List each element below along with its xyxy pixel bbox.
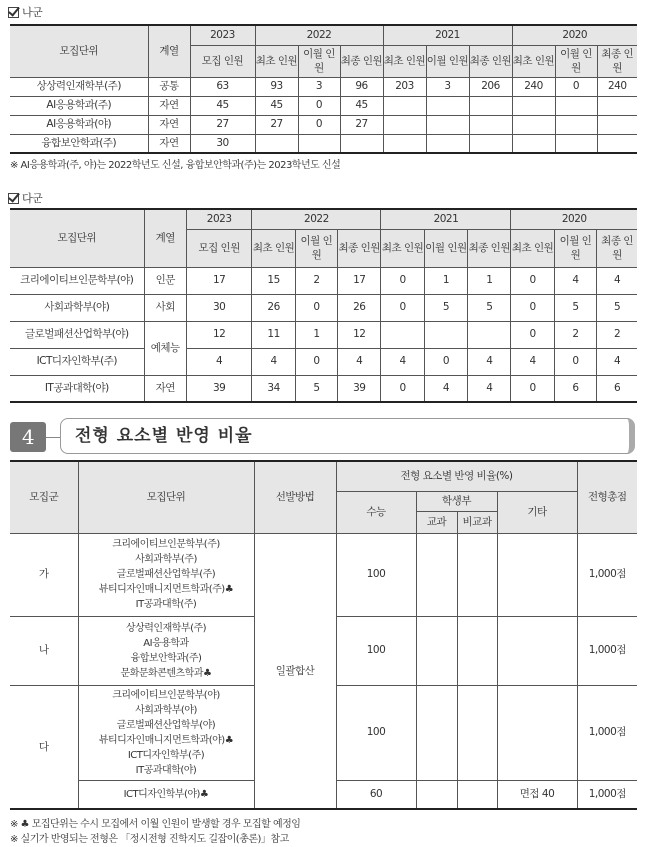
value-cell: 5 <box>424 294 467 321</box>
value-cell: 2 <box>554 321 596 348</box>
table-row <box>10 96 637 115</box>
checkbox-icon <box>8 193 19 204</box>
table-row <box>10 115 637 134</box>
header-csat: 수능 <box>336 491 416 533</box>
unit-cell: AI응용학과(주) <box>10 96 148 115</box>
value-cell: 0 <box>298 115 340 134</box>
header-year: 2023 <box>190 25 255 45</box>
value-cell: 0 <box>511 321 554 348</box>
value-cell: 2 <box>295 267 337 294</box>
table-row <box>10 267 637 294</box>
value-cell <box>383 134 426 153</box>
etc-cell <box>497 685 577 780</box>
etc-cell <box>497 616 577 685</box>
value-cell: 39 <box>186 375 252 402</box>
field-cell: 자연 <box>148 96 190 115</box>
section-na-title <box>8 4 42 20</box>
value-cell: 206 <box>469 77 512 96</box>
value-cell: 0 <box>381 375 424 402</box>
header-year: 2021 <box>383 25 512 45</box>
value-cell <box>512 96 555 115</box>
header-unit: 모집단위 <box>10 25 148 77</box>
value-cell: 1 <box>295 321 337 348</box>
unit-name: 사회과학부(주) <box>135 554 197 565</box>
header-unit: 모집단위 <box>10 209 144 267</box>
value-cell: 4 <box>252 348 295 375</box>
unit-name: 상상력인재학부(주) <box>125 622 207 634</box>
value-cell: 5 <box>295 375 337 402</box>
footnote-1: ※ ♣ 모집단위는 수시 모집에서 이월 인원이 발생할 경우 모집할 예정임 <box>10 819 301 830</box>
value-cell: 0 <box>424 348 467 375</box>
value-cell <box>381 321 424 348</box>
group-cell: 가 <box>10 533 78 616</box>
value-cell: 12 <box>338 321 381 348</box>
subject-cell <box>416 685 457 780</box>
value-cell: 45 <box>340 96 383 115</box>
header-unit: 모집단위 <box>78 461 254 533</box>
value-cell <box>597 134 637 153</box>
value-cell <box>255 134 298 153</box>
value-cell: 4 <box>468 348 511 375</box>
unit-cell: AI응용학과(야) <box>10 115 148 134</box>
unit-name: 글로벌패션산업학부(야) <box>116 719 216 731</box>
divider <box>46 437 60 438</box>
header-sub2023: 모집 인원 <box>190 45 255 77</box>
value-cell <box>468 321 511 348</box>
header-total: 전형총점 <box>577 461 637 533</box>
value-cell <box>426 96 469 115</box>
value-cell: 203 <box>383 77 426 96</box>
header-carry: 이월 인원 <box>426 45 469 77</box>
value-cell: 96 <box>340 77 383 96</box>
unit-cell: 상상력인재학부(주) <box>10 77 148 96</box>
value-cell <box>555 96 597 115</box>
header-field: 계열 <box>148 25 190 77</box>
nonsubject-cell <box>457 685 497 780</box>
unit-cell: 융합보안학과(주) <box>10 134 148 153</box>
value-cell <box>426 134 469 153</box>
header-subject: 교과 <box>416 511 457 533</box>
header-first: 최초 인원 <box>512 45 555 77</box>
value-cell: 0 <box>511 267 554 294</box>
value-cell: 0 <box>554 348 596 375</box>
value-cell <box>512 134 555 153</box>
unit-cell: 사회과학부(야) <box>10 294 144 321</box>
value-cell: 0 <box>381 294 424 321</box>
value-cell: 0 <box>295 294 337 321</box>
value-cell: 26 <box>338 294 381 321</box>
unit-cell: 크리에이티브인문학부(야) <box>10 267 144 294</box>
unit-name: 뷰티디자인매니지먼트학과(야)♣ <box>98 734 234 746</box>
value-cell <box>298 134 340 153</box>
total-cell: 1,000점 <box>577 533 637 616</box>
table-row <box>10 294 637 321</box>
header-first: 최초 인원 <box>255 45 298 77</box>
value-cell: 5 <box>597 294 637 321</box>
table-row <box>10 533 637 616</box>
field-cell: 인문 <box>144 267 186 294</box>
value-cell: 12 <box>186 321 252 348</box>
unit-list-cell <box>78 780 254 809</box>
header-year: 2022 <box>252 209 381 229</box>
unit-name: 사회과학부(야) <box>135 704 197 716</box>
value-cell: 11 <box>252 321 295 348</box>
header-carry: 이월 인원 <box>424 229 467 267</box>
value-cell <box>469 96 512 115</box>
unit-name: ICT디자인학부(야)♣ <box>123 788 209 800</box>
unit-list-cell <box>78 616 254 685</box>
unit-cell: ICT디자인학부(주) <box>10 348 144 375</box>
total-cell: 1,000점 <box>577 616 637 685</box>
value-cell <box>426 115 469 134</box>
value-cell: 0 <box>295 348 337 375</box>
etc-cell <box>497 533 577 616</box>
header-first: 최초 인원 <box>381 229 424 267</box>
value-cell: 4 <box>338 348 381 375</box>
value-cell: 0 <box>511 375 554 402</box>
total-cell: 1,000점 <box>577 685 637 780</box>
group-cell: 다 <box>10 685 78 809</box>
value-cell: 30 <box>190 134 255 153</box>
value-cell <box>383 115 426 134</box>
unit-cell: IT공과대학(야) <box>10 375 144 402</box>
value-cell: 2 <box>597 321 637 348</box>
nonsubject-cell <box>457 616 497 685</box>
csat-cell: 60 <box>336 780 416 809</box>
section-da-title <box>8 190 42 206</box>
table-row <box>10 348 637 375</box>
header-year: 2021 <box>381 209 511 229</box>
value-cell: 4 <box>554 267 596 294</box>
da-table <box>10 208 637 403</box>
value-cell: 1 <box>424 267 467 294</box>
header-final: 최종 인원 <box>469 45 512 77</box>
checkbox-icon <box>8 7 19 18</box>
header-method: 선발방법 <box>254 461 336 533</box>
value-cell: 39 <box>338 375 381 402</box>
value-cell: 5 <box>554 294 596 321</box>
value-cell: 5 <box>468 294 511 321</box>
value-cell: 4 <box>468 375 511 402</box>
value-cell <box>469 134 512 153</box>
header-group: 모집군 <box>10 461 78 533</box>
field-cell: 자연 <box>148 134 190 153</box>
na-table <box>10 24 637 154</box>
unit-name: AI응용학과 <box>143 637 189 649</box>
unit-list-cell <box>78 685 254 780</box>
table-row <box>10 134 637 153</box>
header-first: 최초 인원 <box>383 45 426 77</box>
value-cell: 4 <box>186 348 252 375</box>
value-cell <box>340 134 383 153</box>
value-cell <box>469 115 512 134</box>
value-cell: 30 <box>186 294 252 321</box>
header-year: 2022 <box>255 25 383 45</box>
csat-cell: 100 <box>336 616 416 685</box>
value-cell: 0 <box>381 267 424 294</box>
value-cell: 240 <box>597 77 637 96</box>
unit-name: 뷰티디자인매니지먼트학과(주)♣ <box>98 584 234 595</box>
unit-name: 크리에이티브인문학부(야) <box>112 689 220 701</box>
unit-name: 융합보안학과(주) <box>130 652 202 664</box>
field-cell: 공통 <box>148 77 190 96</box>
header-year: 2020 <box>511 209 637 229</box>
header-year: 2020 <box>512 25 637 45</box>
unit-list-cell <box>78 533 254 616</box>
value-cell: 0 <box>555 77 597 96</box>
value-cell: 3 <box>426 77 469 96</box>
field-cell: 자연 <box>144 375 186 402</box>
value-cell <box>597 115 637 134</box>
method-cell: 일괄합산 <box>254 533 336 809</box>
value-cell: 26 <box>252 294 295 321</box>
header-first: 최초 인원 <box>511 229 554 267</box>
unit-name: IT공과대학(야) <box>135 764 197 776</box>
value-cell: 6 <box>597 375 637 402</box>
header-etc: 기타 <box>497 491 577 533</box>
value-cell <box>383 96 426 115</box>
section-label: 다군 <box>22 192 43 205</box>
value-cell: 0 <box>298 96 340 115</box>
header-final: 최종 인원 <box>597 229 637 267</box>
section-number: 4 <box>10 422 46 452</box>
value-cell: 6 <box>554 375 596 402</box>
header-nonsubject: 비교과 <box>457 511 497 533</box>
value-cell: 4 <box>597 267 637 294</box>
unit-name: ICT디자인학부(주) <box>127 749 205 761</box>
value-cell: 15 <box>252 267 295 294</box>
footnote-2: ※ 실기가 반영되는 전형은 「정시전형 진학지도 길잡이(총론)」참고 <box>10 834 289 845</box>
subject-cell <box>416 533 457 616</box>
header-first: 최초 인원 <box>252 229 295 267</box>
value-cell <box>597 96 637 115</box>
section-4-header <box>10 418 635 454</box>
unit-name: 문화문화콘텐츠학과♣ <box>120 667 212 679</box>
value-cell: 45 <box>190 96 255 115</box>
header-carry: 이월 인원 <box>555 45 597 77</box>
header-year: 2023 <box>186 209 252 229</box>
value-cell: 0 <box>511 294 554 321</box>
section-label: 나군 <box>22 6 43 19</box>
value-cell: 17 <box>338 267 381 294</box>
value-cell: 4 <box>597 348 637 375</box>
header-carry: 이월 인원 <box>295 229 337 267</box>
value-cell: 17 <box>186 267 252 294</box>
value-cell: 34 <box>252 375 295 402</box>
header-field: 계열 <box>144 209 186 267</box>
header-record: 학생부 <box>416 491 497 511</box>
na-note: ※ AI응용학과(주, 야)는 2022학년도 신설, 융합보안학과(주)는 2023학년도 신설 <box>10 160 341 171</box>
header-final: 최종 인원 <box>340 45 383 77</box>
value-cell: 27 <box>190 115 255 134</box>
header-final: 최종 인원 <box>597 45 637 77</box>
value-cell: 63 <box>190 77 255 96</box>
unit-name: IT공과대학(주) <box>135 599 197 610</box>
unit-cell: 글로벌패션산업학부(야) <box>10 321 144 348</box>
field-cell: 자연 <box>148 115 190 134</box>
value-cell: 27 <box>340 115 383 134</box>
header-carry: 이월 인원 <box>554 229 596 267</box>
table-row <box>10 77 637 96</box>
value-cell: 1 <box>468 267 511 294</box>
table-row <box>10 375 637 402</box>
value-cell: 27 <box>255 115 298 134</box>
value-cell: 45 <box>255 96 298 115</box>
header-carry: 이월 인원 <box>298 45 340 77</box>
etc-cell: 면접 40 <box>497 780 577 809</box>
value-cell <box>555 134 597 153</box>
value-cell: 4 <box>511 348 554 375</box>
value-cell: 4 <box>424 375 467 402</box>
table-row <box>10 321 637 348</box>
unit-name: 크리에이티브인문학부(주) <box>112 539 220 550</box>
section-title: 전형 요소별 반영 비율 <box>60 418 635 454</box>
total-cell: 1,000점 <box>577 780 637 809</box>
value-cell <box>555 115 597 134</box>
header-final: 최종 인원 <box>468 229 511 267</box>
subject-cell <box>416 780 457 809</box>
nonsubject-cell <box>457 780 497 809</box>
nonsubject-cell <box>457 533 497 616</box>
csat-cell: 100 <box>336 533 416 616</box>
field-cell: 사회 <box>144 294 186 321</box>
value-cell: 93 <box>255 77 298 96</box>
group-cell: 나 <box>10 616 78 685</box>
field-cell: 예체능 <box>144 321 186 375</box>
value-cell: 4 <box>381 348 424 375</box>
value-cell <box>424 321 467 348</box>
header-final: 최종 인원 <box>338 229 381 267</box>
value-cell: 240 <box>512 77 555 96</box>
unit-name: 글로벌패션산업학부(주) <box>116 569 216 580</box>
header-sub2023: 모집 인원 <box>186 229 252 267</box>
value-cell: 3 <box>298 77 340 96</box>
value-cell <box>512 115 555 134</box>
subject-cell <box>416 616 457 685</box>
csat-cell: 100 <box>336 685 416 780</box>
ratio-table <box>10 460 637 810</box>
header-ratio: 전형 요소별 반영 비율(%) <box>336 461 577 491</box>
